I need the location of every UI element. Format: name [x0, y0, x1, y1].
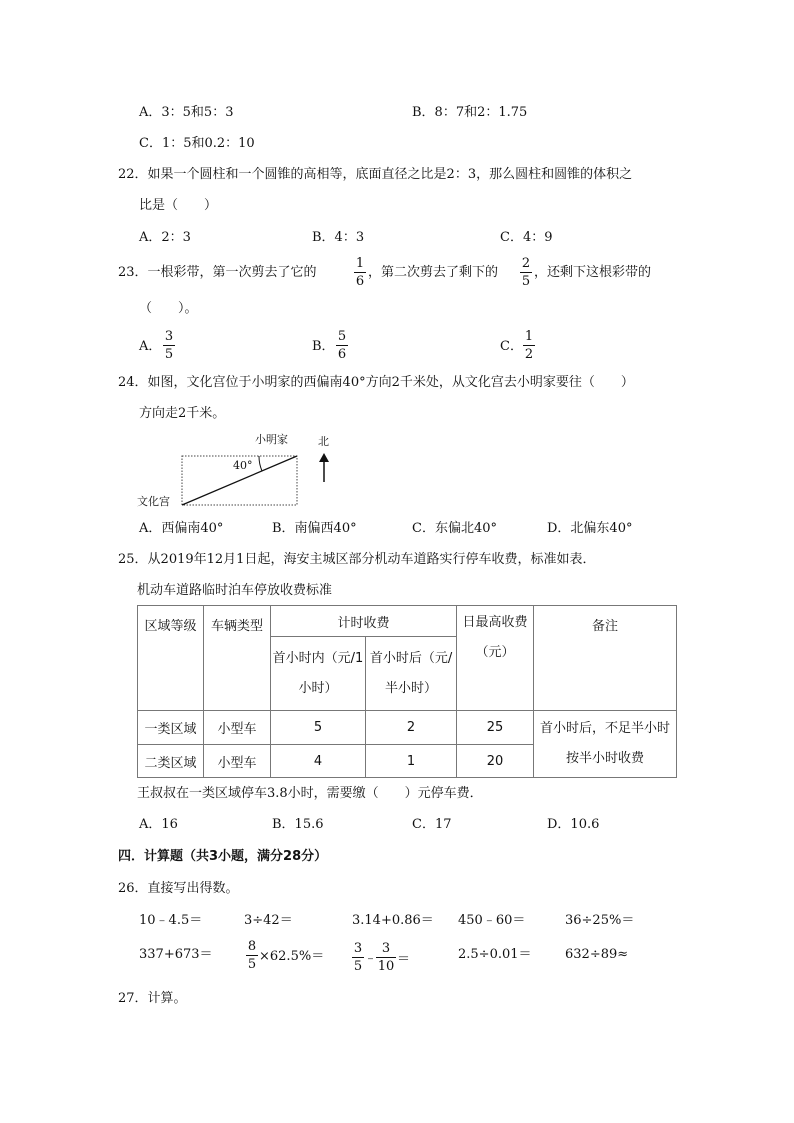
- q24-option-a: A．西偏南40°: [139, 521, 224, 536]
- header-after-line2: 半小时）: [385, 680, 438, 696]
- q23-fraction-2: [520, 257, 532, 288]
- q23-option-b-fraction: [336, 330, 348, 361]
- q26-item-4: 450﹣60＝: [458, 913, 526, 928]
- diagram-angle-label: 40°: [233, 459, 253, 472]
- q23-fraction-1: [354, 257, 366, 288]
- q26-item-1: 10﹣4.5＝: [139, 913, 203, 928]
- q23-option-c-label: C．: [500, 339, 523, 354]
- q21-option-a: A．3：5和5：3: [139, 105, 234, 120]
- angle-arc: [259, 456, 262, 471]
- q26-item-7-denominator: 5: [247, 957, 257, 972]
- table-row: [138, 711, 677, 745]
- q24-option-d: D．北偏东40°: [547, 521, 633, 536]
- q25-stem: 25．从2019年12月1日起，海安主城区部分机动车道路实行停车收费，标准如表．: [118, 552, 596, 567]
- header-daily-max-text: 日最高收费: [462, 615, 528, 630]
- row1-first: 5: [271, 711, 366, 745]
- header-first-hour: [271, 637, 366, 711]
- q23-stem-part3: ，还剩下这根彩带的: [534, 265, 652, 280]
- q23-stem-part2: ，第二次剪去了剩下的: [368, 265, 499, 280]
- row1-after: 2: [366, 711, 457, 745]
- row2-type: 小型车: [204, 745, 271, 778]
- q25-option-a: A．16: [139, 817, 178, 832]
- q23-option-a-denominator: 5: [164, 347, 174, 362]
- q23-option-c-denominator: 2: [524, 347, 534, 362]
- q25-question: 王叔叔在一类区域停车3.8小时，需要缴（ ）元停车费．: [137, 786, 483, 801]
- fee-table-title: 机动车道路临时泊车停放收费标准: [137, 583, 333, 598]
- q23-option-a-numerator: 3: [164, 329, 174, 344]
- row1-type: 小型车: [204, 711, 271, 745]
- q26-item-7-rest: ×62.5%＝: [259, 949, 325, 964]
- header-after-line1: 首小时后（元/: [369, 650, 453, 666]
- q23-option-b-label: B．: [312, 339, 335, 354]
- q23-fraction-2-denominator: 5: [521, 274, 531, 289]
- q23-option-a-label: A．: [139, 339, 162, 354]
- parking-fee-table: [137, 605, 677, 778]
- q22-option-c: C．4：9: [500, 230, 553, 245]
- q22-option-b: B．4：3: [312, 230, 365, 245]
- q23-option-a-fraction: [163, 330, 175, 361]
- q26-item-8-fraction-2: [376, 942, 396, 973]
- header-first-hour-line1: 首小时内（元/1: [272, 650, 364, 666]
- q26-item-2: 3÷42＝: [244, 913, 293, 928]
- row1-daily: 25: [457, 711, 534, 745]
- note-line1: 首小时后，不足半小时: [540, 721, 671, 736]
- q26-item-5: 36÷25%＝: [565, 913, 635, 928]
- header-vehicle-type: 车辆类型: [204, 606, 271, 711]
- q23-option-c-fraction: [523, 330, 535, 361]
- note-line2: 按半小时收费: [566, 751, 645, 766]
- diagram-palace-label: 文化宫: [137, 495, 170, 508]
- header-daily-max-unit: （元）: [475, 645, 515, 660]
- q23-option-b-numerator: 5: [337, 329, 347, 344]
- note-cell: [534, 711, 677, 778]
- row2-after: 1: [366, 745, 457, 778]
- q24-stem-line1: 24．如图，文化宫位于小明家的西偏南40°方向2千米处，从文化宫去小明家要往（ ）: [118, 375, 634, 390]
- q26-item-8-numerator-2: 3: [381, 941, 391, 956]
- q21-option-c: C．1：5和0.2：10: [139, 136, 255, 151]
- q26-item-3: 3.14+0.86＝: [352, 913, 434, 928]
- q23-fraction-1-denominator: 6: [355, 274, 365, 289]
- north-arrow-icon: [319, 453, 329, 462]
- q23-fraction-1-numerator: 1: [355, 256, 365, 271]
- q24-option-b: B．南偏西40°: [272, 521, 357, 536]
- q23-stem-line2: （ ）。: [139, 301, 198, 316]
- q23-option-c-numerator: 1: [524, 329, 534, 344]
- q26-item-7-numerator: 8: [247, 939, 257, 954]
- q26-item-6: 337+673＝: [139, 947, 213, 962]
- q26-title: 26．直接写出得数。: [118, 881, 239, 896]
- q21-option-b: B．8：7和2：1.75: [412, 105, 528, 120]
- q26-item-7-fraction: [246, 940, 258, 971]
- diagram-north-label: 北: [318, 435, 329, 448]
- header-daily-max: [457, 606, 534, 711]
- q26-item-8-equals: ＝: [397, 952, 411, 967]
- q22-stem-line1: 22．如果一个圆柱和一个圆锥的高相等，底面直径之比是2：3，那么圆柱和圆锥的体积之: [118, 167, 633, 182]
- q23-fraction-2-numerator: 2: [521, 256, 531, 271]
- row2-first: 4: [271, 745, 366, 778]
- header-first-hour-line2: 小时）: [298, 680, 338, 696]
- header-timed-fee: 计时收费: [271, 606, 457, 637]
- section-heading: 四．计算题（共3小题，满分28分）: [118, 849, 328, 864]
- q22-stem-line2: 比是（ ）: [139, 198, 218, 213]
- direction-diagram: [137, 430, 337, 512]
- header-note: 备注: [534, 606, 677, 711]
- q25-option-d: D．10.6: [547, 817, 600, 832]
- q26-item-9: 2.5÷0.01＝: [458, 947, 532, 962]
- header-zone: 区域等级: [138, 606, 204, 711]
- q26-item-8-denominator-2: 10: [377, 959, 395, 974]
- q23-stem-part1: 23．一根彩带，第一次剪去了它的: [118, 265, 317, 280]
- q26-item-8-minus: ﹣: [364, 951, 378, 966]
- row1-zone: 一类区域: [138, 711, 204, 745]
- diagram-home-label: 小明家: [255, 433, 288, 446]
- header-after-first-hour: [366, 637, 457, 711]
- q25-option-b: B．15.6: [272, 817, 324, 832]
- q26-item-8-denominator-1: 5: [353, 959, 363, 974]
- row2-zone: 二类区域: [138, 745, 204, 778]
- q22-option-a: A．2：3: [139, 230, 191, 245]
- row2-daily: 20: [457, 745, 534, 778]
- q26-item-8-numerator-1: 3: [353, 941, 363, 956]
- q26-item-8-fraction-1: [352, 942, 364, 973]
- q24-stem-line2: 方向走2千米。: [139, 406, 226, 421]
- q26-item-10: 632÷89≈: [565, 947, 629, 962]
- q25-option-c: C．17: [412, 817, 452, 832]
- q24-option-c: C．东偏北40°: [412, 521, 497, 536]
- q23-option-b-denominator: 6: [337, 347, 347, 362]
- q27-title: 27．计算。: [118, 991, 187, 1006]
